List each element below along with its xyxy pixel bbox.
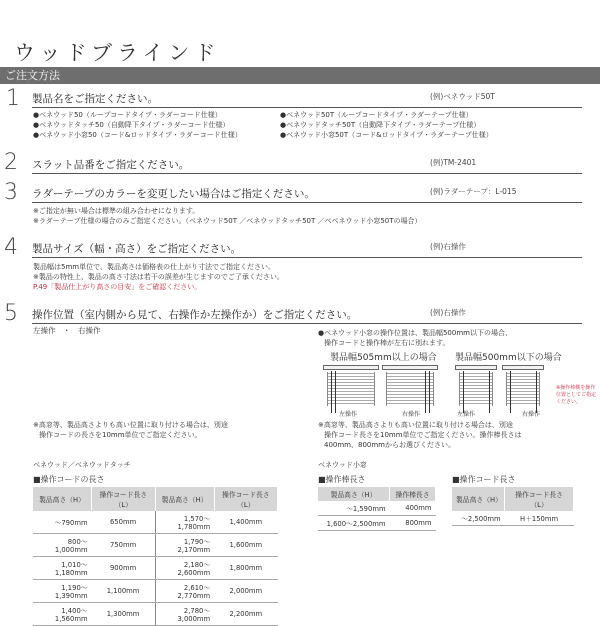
cell: H＋150mm [505,511,574,526]
note: ※製品の特性上、製品の高さ寸法は若干の誤差が生じますのでご了承ください。 [33,273,284,281]
section-title-4 [32,241,582,258]
cell: 2,610～2,770mm [155,580,214,603]
section-example: (例)ベネウッド50T [430,92,495,101]
diagram-label: 右操作 [522,411,541,418]
table-header: 製品高さ（H） [452,487,505,511]
note-line: 操作コードの長さを10mm単位でご指定ください。 [39,431,202,439]
cell: 1,800mm [214,557,277,580]
right-note [318,420,522,450]
section-title-2 [32,157,582,174]
cell: 1,190～1,390mm [33,580,92,603]
cell: 750mm [92,534,156,557]
list-item: ●ベネウッド50T（ループコードタイプ・ラダーテープ仕様） [280,111,473,119]
cell: 2,180～2,600mm [155,557,214,580]
note-line: 操作コードと操作棒が左右に別れます。 [324,339,450,347]
section-title-text: 操作位置（室内側から見て、右操作か左操作か）をご指定ください。 [32,309,358,321]
left-note [33,420,228,440]
diagram-title-narrow: 製品幅500mm以下の場合 [455,353,562,363]
table-title-komado-cord: ■操作コード長さ [452,475,516,484]
diagram-red-note: ※操作棒側を操作位置としてご指定ください。 [556,385,597,405]
table-header: 製品高さ（H） [33,487,92,511]
section-number-3: 3 [4,180,18,205]
cell: 2,780～3,000mm [155,603,214,626]
cell: 2,000mm [214,580,277,603]
table-row [318,516,436,531]
note-line: ※高窓等、製品高さよりも高い位置に取り付ける場合は、別途 [33,421,228,429]
section-title-text: スラット品番をご指定ください。 [32,159,190,171]
section-title-text: 製品名をご指定ください。 [32,93,158,105]
cell: 1,010～1,180mm [33,557,92,580]
note: ※ご指定が無い場合は標準の組み合わせになります。 [33,207,200,215]
table-header: 操作コード長さ（L） [214,487,277,511]
operation-options: 左操作 ・ 右操作 [33,326,101,335]
note: 製品幅は5mm単位で、製品高さは価格表の仕上がり寸法でご指定ください。 [33,263,275,271]
cell: 1,600～2,500mm [318,516,390,531]
diagram-label: 右操作 [402,411,421,418]
section-number-5: 5 [4,301,18,326]
group-label-komado: ベネウッド小窓 [318,461,367,469]
cell: 900mm [92,557,156,580]
cell: ～2,500mm [452,511,505,526]
blind-diagram-narrow-left [455,365,497,417]
page-title: ウッドブラインド [14,41,221,65]
table-header: 製品高さ（H） [318,487,390,501]
section-title-text: ラダーテープのカラーを変更したい場合はご指定ください。 [32,188,315,200]
table-row [318,501,436,516]
cell: 1,100mm [92,580,156,603]
section-3-notes [33,206,422,226]
table-title-venewood: ■操作コードの長さ [33,475,105,484]
section-number-4: 4 [4,235,18,260]
table-row [33,557,278,580]
section-4-notes [33,262,284,292]
note-line: 操作コード長さを10mm単位でご指定ください。操作棒長さは [324,431,522,439]
list-item: ●ベネウッド50（ループコードタイプ・ラダーコード仕様） [33,111,222,119]
cell: 800～1,000mm [33,534,92,557]
list-item: ●ベネウッド小窓50（コード&ロッドタイプ・ラダーコード仕様） [33,131,242,139]
blind-diagram-narrow-right [502,365,544,417]
section-title-5 [32,307,582,324]
product-list-left [33,110,242,140]
section-number-2: 2 [4,150,18,175]
cell: 800mm [390,516,436,531]
cell: ～790mm [33,511,92,534]
list-item: ●ベネウッドタッチ50（自動降下タイプ・ラダーコード仕様） [33,121,230,129]
cell: 1,300mm [92,603,156,626]
cell: ～1,590mm [318,501,390,516]
section-example: (例)ラダーテープ：L-015 [430,187,517,196]
table-header: 製品高さ（H） [155,487,214,511]
table-row [452,511,574,526]
venewood-cord-table [33,487,278,626]
section-number-1: 1 [6,86,20,111]
cell: 650mm [92,511,156,534]
product-list-right [280,110,493,140]
table-row [33,511,278,534]
table-header: 操作コード長さ（L） [92,487,156,511]
group-label-venewood: ベネウッド／ベネウッドタッチ [33,461,131,469]
komado-cord-table [452,487,574,526]
diagram-title-wide: 製品幅505mm以上の場合 [330,353,437,363]
cell: 1,570～1,780mm [155,511,214,534]
section-title-1 [32,91,582,108]
cell: 2,200mm [214,603,277,626]
note: ※ラダーテープ仕様の場合のみご指定ください。（ベネウッド50T ／ベネウッドタッチ50T ／べベネウッド小窓50Tの場合） [33,217,422,225]
table-row [33,580,278,603]
section-title-text: 製品サイズ（幅・高さ）をご指定ください。 [32,243,242,255]
diagram-label: 左操作 [339,411,358,418]
red-reference-note: P.49「製品仕上がり高さの目安」をご確認ください。 [33,283,202,291]
komado-note [318,328,512,348]
list-item: ●ベネウッド小窓50T（コード&ロッドタイプ・ラダーテープ仕様） [280,131,493,139]
diagram-label: 左操作 [457,411,476,418]
cell: 1,400mm [214,511,277,534]
table-header: 操作コード長さ（L） [505,487,574,511]
order-method-bar: ご注文方法 [0,67,600,84]
cell: 400mm [390,501,436,516]
list-item: ●ベネウッドタッチ50T（自動降下タイプ・ラダーテープ仕様） [280,121,481,129]
cell: 1,790～2,170mm [155,534,214,557]
komado-rod-table [318,487,436,531]
note-line: 400mm、800mmからお選びください。 [324,441,455,449]
blind-diagram-left-op [323,365,379,417]
section-example: (例)右操作 [430,308,466,317]
table-header: 操作棒長さ [390,487,436,501]
table-title-komado-rod: ■操作棒長さ [318,475,366,484]
section-example: (例)TM-2401 [430,158,477,167]
blind-diagram-right-op [382,365,438,417]
section-example: (例)右操作 [430,242,466,251]
table-row [33,534,278,557]
section-title-3 [32,186,582,203]
cell: 1,400～1,560mm [33,603,92,626]
table-row [33,603,278,626]
cell: 1,600mm [214,534,277,557]
note-line: ●ベネウッド小窓の操作位置は、製品幅500mm以下の場合、 [318,329,512,337]
note-line: ※高窓等、製品高さよりも高い位置に取り付ける場合は、別途 [318,421,513,429]
